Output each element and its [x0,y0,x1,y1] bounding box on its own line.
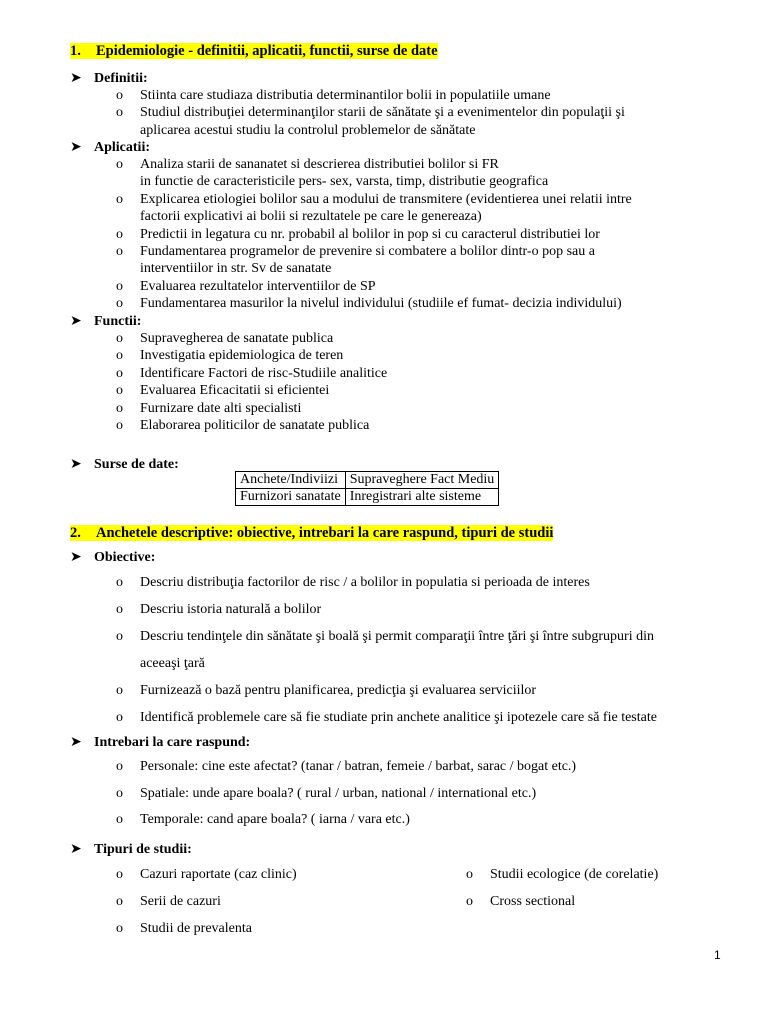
list-item [116,400,387,417]
list-item [116,347,387,364]
list-item-text: Descriu istoria naturală a bolilor [140,602,322,617]
list-item [466,861,658,888]
list-item-text: Investigatia epidemiologica de teren [140,348,344,364]
circle-bullet-icon: o [116,383,123,399]
circle-bullet-icon: o [116,157,123,172]
circle-bullet-icon: o [116,365,123,381]
list-item-text: Cross sectional [490,894,576,909]
list-item-text: Identificare Factori de risc-Studiile analitice [140,365,388,381]
heading-section-1: 1. Epidemiologie - definitii, aplicatii, functii, surse de date [70,43,438,59]
list-item-text: Evaluarea rezultatelor interventiilor de SP [140,278,376,294]
list-item-text: Analiza starii de sananatet si descrierea distributiei bolilor si FR [140,157,499,172]
list-item [116,295,632,312]
sources-table [235,471,499,506]
table-cell: Furnizori sanatate [236,489,346,506]
table-cell: Anchete/Indiviizi [236,472,346,489]
list-item [116,87,625,104]
circle-bullet-icon: o [116,296,123,312]
list-obiective [116,569,657,731]
list-item-text: Fundamentarea masurilor la nivelul individului (studiile ef fumat- decizia individului) [140,296,622,312]
circle-bullet-icon: o [116,867,123,882]
arrow-bullet-icon: ➤ [70,735,82,750]
circle-bullet-icon: o [116,226,123,242]
subheading-tipuri: ➤ Tipuri de studii: [70,842,192,857]
list-item-text: Furnizare date alti specialisti [140,400,302,416]
list-item-text: interventiilor in str. Sv de sanatate [140,261,332,277]
list-item [116,915,297,942]
circle-bullet-icon: o [116,418,123,434]
list-item-text: in functie de caracteristicile pers- sex, varsta, timp, distributie geografica [140,174,549,190]
arrow-bullet-icon: ➤ [70,842,82,857]
list-item [116,191,632,226]
list-aplicatii [116,156,632,313]
list-item [116,781,576,808]
circle-bullet-icon: o [116,759,123,774]
circle-bullet-icon: o [116,88,123,103]
page-number: 1 [714,948,721,962]
list-item-text: Elaborarea politicilor de sanatate publica [140,418,370,434]
list-item [116,104,625,139]
list-item-text: Descriu tendinţele din sănătate şi boală şi permit comparaţii între ţări şi între subgrupuri din [140,629,654,644]
list-functii [116,330,387,434]
list-item [116,677,657,704]
arrow-bullet-icon: ➤ [70,550,82,565]
list-item [466,888,658,915]
list-item [116,807,576,834]
table-cell: Supraveghere Fact Mediu [345,472,499,489]
subheading-definitii: ➤ Definitii: [70,71,148,86]
circle-bullet-icon: o [116,331,123,346]
list-item-text: Supravegherea de sanatate publica [140,331,334,346]
circle-bullet-icon: o [116,921,123,936]
list-item [116,754,576,781]
arrow-bullet-icon: ➤ [70,71,82,86]
circle-bullet-icon: o [116,785,123,801]
list-item [116,569,657,596]
circle-bullet-icon: o [116,191,123,207]
list-item [116,861,297,888]
heading-section-2: 2. Anchetele descriptive: obiective, intrebari la care raspund, tipuri de studii [70,525,554,541]
list-item-text: aplicarea acestui studiu la controlul problemelor de sănătate [140,122,476,138]
subheading-aplicatii: ➤ Aplicatii: [70,140,150,155]
arrow-bullet-icon: ➤ [70,314,82,329]
list-item-text: Identifică problemele care să fie studiate prin anchete analitice şi ipotezele care să fie testate [140,710,657,725]
circle-bullet-icon: o [116,602,123,617]
arrow-bullet-icon: ➤ [70,457,82,472]
table-row [236,472,499,489]
list-intrebari [116,754,576,834]
list-item [116,330,387,347]
subheading-obiective: ➤ Obiective: [70,550,156,565]
list-item-text: Evaluarea Eficacitatii si eficientei [140,383,330,399]
list-item-text: Spatiale: unde apare boala? ( rural / urban, national / international etc.) [140,785,537,801]
list-item-text: aceeaşi ţară [140,656,205,671]
circle-bullet-icon: o [116,812,123,827]
list-item [116,623,657,677]
circle-bullet-icon: o [116,105,123,121]
circle-bullet-icon: o [116,400,123,416]
circle-bullet-icon: o [466,894,473,909]
subheading-intrebari: ➤ Intrebari la care raspund: [70,735,251,750]
subheading-surse: ➤ Surse de date: [70,457,179,472]
circle-bullet-icon: o [116,683,123,698]
list-item-text: Furnizează o bază pentru planificarea, predicţia şi evaluarea serviciilor [140,683,537,698]
list-item-text: Serii de cazuri [140,894,221,909]
list-tipuri-col1 [116,861,297,942]
list-item [116,888,297,915]
circle-bullet-icon: o [116,894,123,909]
list-item-text: Explicarea etiologiei bolilor sau a modului de transmitere (evidentierea unei relatii intre [140,191,632,207]
circle-bullet-icon: o [116,278,123,294]
circle-bullet-icon: o [466,867,473,882]
circle-bullet-icon: o [116,575,123,590]
list-item-text: Fundamentarea programelor de prevenire si combatere a bolilor dintr-o pop sau a [140,244,595,260]
list-item-text: Descriu distribuţia factorilor de risc / a bolilor in populatia si perioada de interes [140,575,590,590]
list-item-text: Personale: cine este afectat? (tanar / batran, femeie / barbat, sarac / bogat etc.) [140,759,577,774]
list-item [116,417,387,434]
circle-bullet-icon: o [116,244,123,260]
list-item-text: Studii ecologice (de corelatie) [490,867,659,882]
list-item [116,704,657,731]
list-item-text: Studii de prevalenta [140,921,252,936]
list-item [116,365,387,382]
list-item-text: Predictii in legatura cu nr. probabil al bolilor in pop si cu caracterul distributiei lor [140,226,600,242]
list-item-text: factorii explicativi ai bolii si rezultatele pe care le genereaza) [140,209,482,225]
list-item [116,278,632,295]
list-item [116,156,632,191]
list-item [116,243,632,278]
arrow-bullet-icon: ➤ [70,140,82,155]
list-item-text: Stiinta care studiaza distributia determinantilor bolii in populatiile umane [140,88,551,103]
circle-bullet-icon: o [116,348,123,364]
list-tipuri-col2 [466,861,658,915]
table-row [236,489,499,506]
list-item-text: Cazuri raportate (caz clinic) [140,867,297,882]
circle-bullet-icon: o [116,629,123,644]
list-item [116,382,387,399]
table-cell: Inregistrari alte sisteme [345,489,499,506]
list-item [116,226,632,243]
list-item [116,596,657,623]
circle-bullet-icon: o [116,710,123,725]
list-item-text: Studiul distribuţiei determinanţilor starii de sănătate şi a evenimentelor din populaţii şi [140,105,625,121]
list-definitii [116,87,625,139]
subheading-functii: ➤ Functii: [70,314,142,329]
list-item-text: Temporale: cand apare boala? ( iarna / vara etc.) [140,812,410,827]
